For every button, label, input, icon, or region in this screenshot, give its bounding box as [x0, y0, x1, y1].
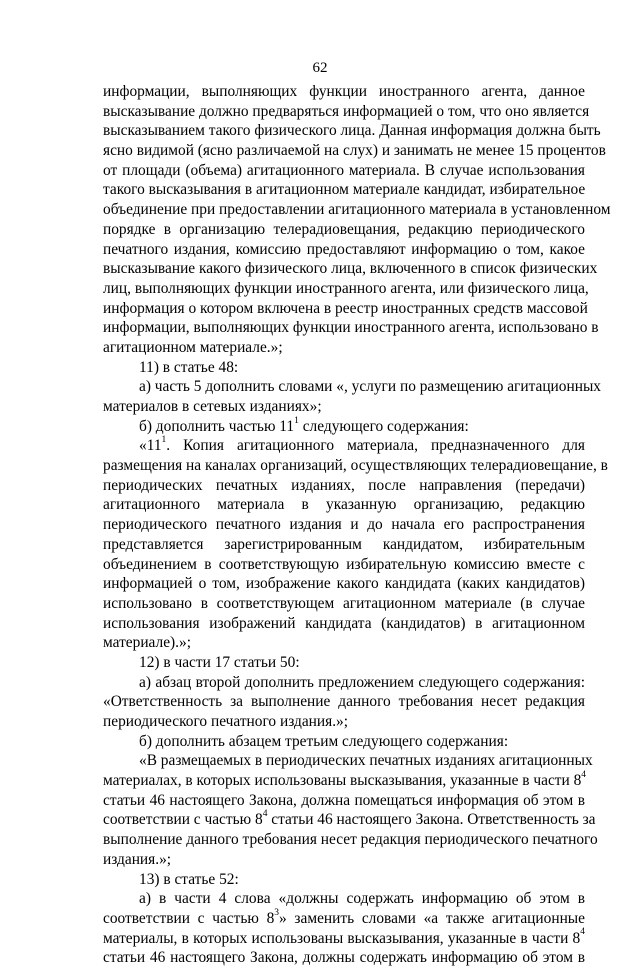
- text-line: информации, выполняющих функции иностранного агента, использовано в: [103, 319, 599, 337]
- text-line: 13) в статье 52:: [139, 870, 239, 888]
- text-line: информацией о том, изображение какого кандидата (каких кандидатов): [103, 575, 585, 593]
- text-line: объединение при предоставлении агитационного материала в установленном: [103, 201, 611, 219]
- text-line: 11) в статье 48:: [139, 358, 239, 376]
- paragraph-item-11a: [103, 377, 601, 416]
- text-line: агитационном материале.»;: [103, 338, 283, 356]
- paragraph-continuation: [103, 82, 611, 358]
- superscript: 3: [274, 907, 280, 918]
- text-line: высказывание какого физического лица, включенного в список физических: [103, 260, 598, 278]
- paragraph-quoted-text: [103, 751, 598, 869]
- text-line: представляется зарегистрированным кандидатом, избирательным: [103, 535, 585, 553]
- text-segment: . Копия агитационного материала, предназначенного для: [166, 437, 585, 455]
- superscript: 4: [262, 809, 268, 820]
- paragraph-part-11-1: [103, 435, 608, 653]
- text-line: лиц, выполняющих функции иностранного агента, или физического лица,: [103, 279, 589, 297]
- superscript: 1: [294, 415, 299, 426]
- text-line: ясно видимой (ясно различаемой на слух) и занимать не менее 15 процентов: [103, 142, 606, 160]
- text-segment: соответствии с частью 8: [103, 811, 263, 829]
- text-line: [103, 929, 585, 949]
- text-line: [103, 809, 596, 830]
- text-line: [103, 909, 585, 929]
- text-line: «В размещаемых в периодических печатных изданиях агитационных: [139, 752, 593, 770]
- text-segment: следующего содержания:: [298, 417, 469, 435]
- text-segment: материалах, в которых использованы высказывания, указанные в части 8: [103, 772, 582, 790]
- text-line: размещения на каналах организаций, осуществляющих телерадиовещание, в: [103, 457, 608, 475]
- text-line: периодического печатного издания и до начала его распространения: [103, 516, 585, 534]
- text-line: [103, 771, 585, 791]
- text-segment: » заменить словами «а также агитационные: [279, 909, 585, 927]
- text-line: а) в части 4 слова «должны содержать информацию об этом в: [139, 890, 585, 908]
- text-line: б) дополнить абзацем третьим следующего содержания:: [139, 732, 509, 750]
- text-line: использовано в соответствующем агитационном материале (в случае: [103, 594, 585, 612]
- superscript: 4: [580, 927, 585, 938]
- text-line: издания.»;: [103, 850, 172, 868]
- text-line: информация о котором включена в реестр иностранных средств массовой: [103, 299, 588, 317]
- text-line: от площади (объема) агитационного материала. В случае использования: [103, 161, 585, 179]
- text-line: высказыванием такого физического лица. Данная информация должна быть: [103, 122, 601, 140]
- page-number: 62: [312, 60, 328, 76]
- text-line: статьи 46 настоящего Закона, должны содержать информацию об этом в: [103, 949, 585, 967]
- text-segment: соответствии с частью 8: [103, 909, 275, 927]
- text-line: статьи 46 настоящего Закона, должна помещаться информация об этом в: [103, 791, 585, 809]
- text-line: печатного издания, комиссию предоставляют информацию о том, какое: [103, 240, 585, 258]
- text-line: материале).»;: [103, 634, 191, 652]
- paragraph-item-13: [103, 870, 585, 890]
- paragraph-item-11: [103, 358, 585, 378]
- text-line: а) часть 5 дополнить словами «, услуги по размещению агитационных: [139, 378, 601, 396]
- superscript: 1: [161, 435, 167, 446]
- text-line: порядке в организацию телерадиовещания, редакцию периодического: [103, 220, 585, 238]
- text-line: материалов в сетевых изданиях»;: [103, 398, 322, 415]
- text-segment: материалы, в которых использованы высказывания, указанные в части 8: [103, 929, 581, 947]
- text-segment: б) дополнить частью 11: [139, 417, 295, 435]
- text-line: 12) в части 17 статьи 50:: [139, 653, 300, 671]
- text-line: такого высказывания в агитационном материале кандидат, избирательное: [103, 181, 586, 199]
- document-body: [103, 82, 611, 968]
- text-line: информации, выполняющих функции иностранного агента, данное: [103, 83, 585, 100]
- paragraph-item-12: [103, 653, 585, 673]
- text-segment: статьи 46 настоящего Закона. Ответственность за: [267, 811, 596, 829]
- text-line: а) абзац второй дополнить предложением следующего содержания:: [139, 673, 585, 691]
- text-line: периодического печатного издания.»;: [103, 713, 349, 730]
- text-segment: «11: [139, 437, 162, 455]
- text-line: «Ответственность за выполнение данного требования несет редакция: [103, 693, 585, 711]
- superscript: 4: [581, 769, 587, 780]
- paragraph-item-12b: [103, 732, 585, 752]
- paragraph-item-11b: [103, 417, 585, 437]
- text-line: агитационного материала в указанную организацию, редакцию: [103, 496, 585, 514]
- text-line: объединением в соответствующую избирательную комиссию вместе с: [103, 555, 585, 573]
- paragraph-item-12a: [103, 673, 585, 732]
- text-line: высказывание должно предваряться информацией о том, что оно является: [103, 102, 590, 120]
- text-line: [103, 417, 585, 437]
- text-line: [103, 436, 585, 456]
- paragraph-item-13a: [103, 889, 585, 968]
- text-line: периодических печатных изданиях, после направления (передачи): [103, 476, 585, 494]
- text-line: использования изображений кандидата (кандидатов) в агитационном: [103, 614, 585, 632]
- text-line: выполнение данного требования несет редакция периодического печатного: [103, 831, 598, 849]
